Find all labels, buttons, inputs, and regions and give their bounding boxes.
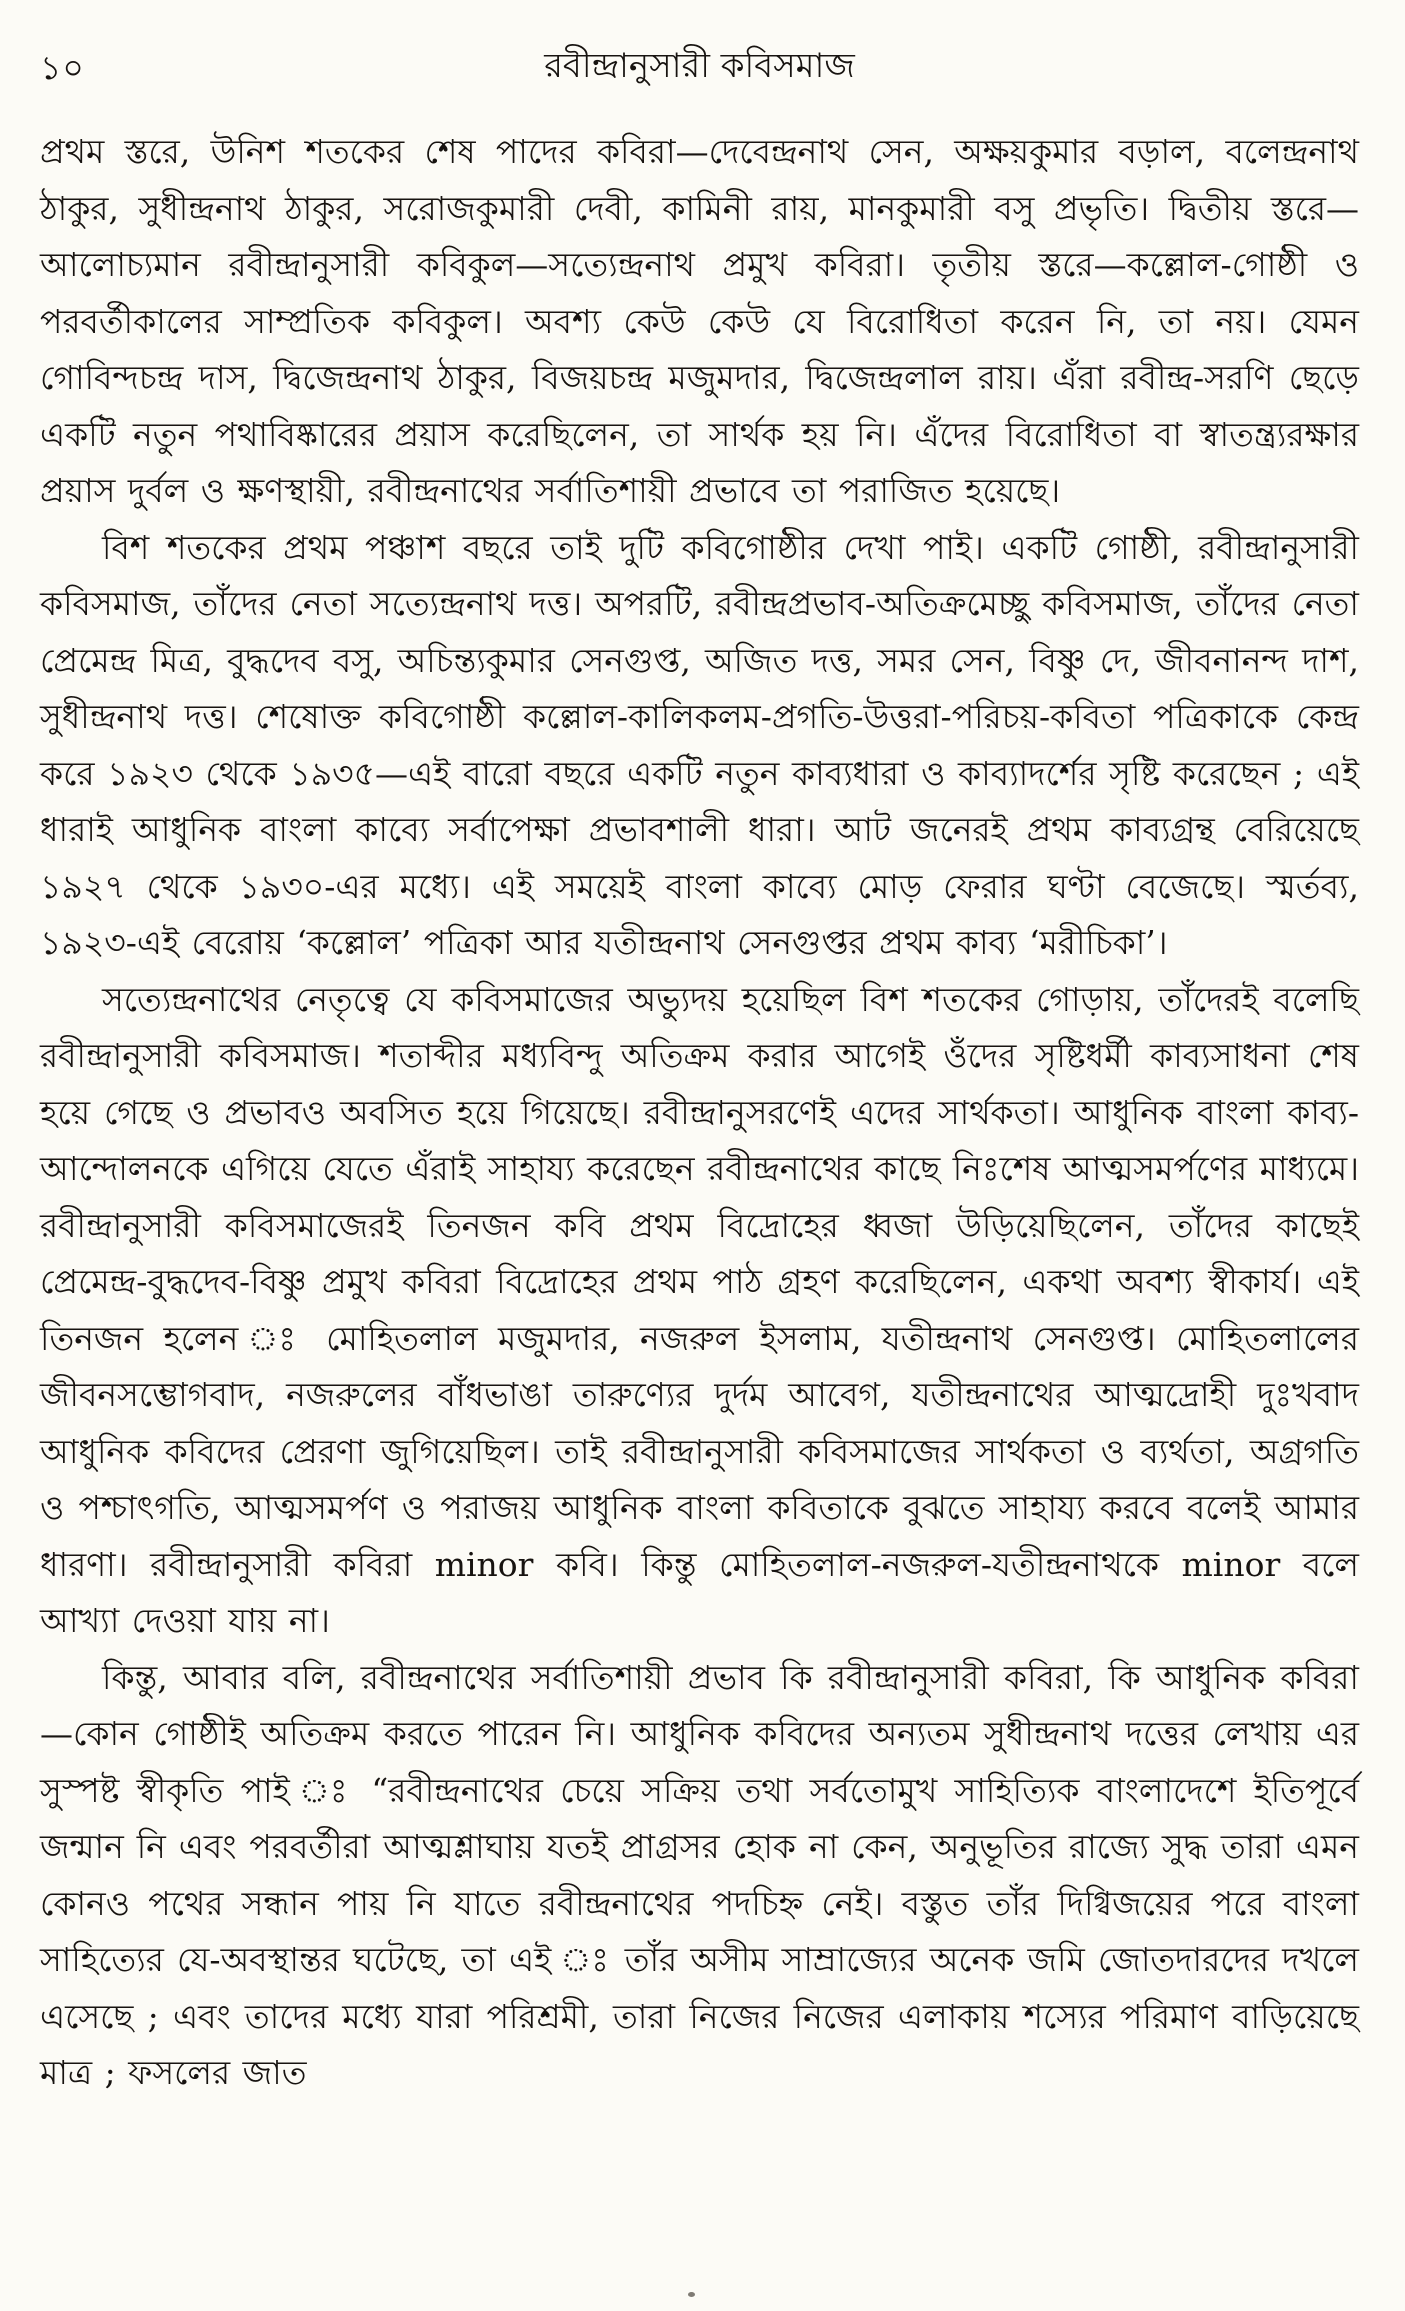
paragraph-1: প্রথম স্তরে, উনিশ শতকের শেষ পাদের কবিরা—দেবেন্দ্রনাথ সেন, অক্ষয়কুমার বড়াল, বলেন্দ্রনাথ ঠাকুর, সুধীন্দ্রনাথ ঠাকুর, সরোজকুমারী দেবী, কামিনী রায়, মানকুমারী বসু প্রভৃতি। দ্বিতীয় স্তরে—আলোচ্যমান রবীন্দ্রানুসারী কবিকুল—সত্যেন্দ্রনাথ প্রমুখ কবিরা। তৃতীয় স্তরে—কল্লোল-গোষ্ঠী ও পরবর্তীকালের সাম্প্রতিক কবিকুল। অবশ্য কেউ কেউ যে বিরোধিতা করেন নি, তা নয়। যেমন গোবিন্দচন্দ্র দাস, দ্বিজেন্দ্রনাথ ঠাকুর, বিজয়চন্দ্র মজুমদার, দ্বিজেন্দ্রলাল রায়। এঁরা রবীন্দ্র-সরণি ছেড়ে একটি নতুন পথাবিষ্কারের প্রয়াস করেছিলেন, তা সার্থক হয় নি। এঁদের বিরোধিতা বা স্বাতন্ত্র্যরক্ষার প্রয়াস দুর্বল ও ক্ষণস্থায়ী, রবীন্দ্রনাথের সর্বাতিশায়ী প্রভাবে তা পরাজিত হয়েছে।	[40, 132, 1359, 510]
scan-artifact-dot	[688, 2292, 695, 2297]
page-number: ১০	[40, 48, 85, 87]
page-header	[40, 36, 1359, 98]
paragraph-2: বিশ শতকের প্রথম পঞ্চাশ বছরে তাই দুটি কবিগোষ্ঠীর দেখা পাই। একটি গোষ্ঠী, রবীন্দ্রানুসারী কবিসমাজ, তাঁদের নেতা সত্যেন্দ্রনাথ দত্ত। অপরটি, রবীন্দ্রপ্রভাব-অতিক্রমেচ্ছু কবিসমাজ, তাঁদের নেতা প্রেমেন্দ্র মিত্র, বুদ্ধদেব বসু, অচিন্ত্যকুমার সেনগুপ্ত, অজিত দত্ত, সমর সেন, বিষ্ণু দে, জীবনানন্দ দাশ, সুধীন্দ্রনাথ দত্ত। শেষোক্ত কবিগোষ্ঠী কল্লোল-কালিকলম-প্রগতি-উত্তরা-পরিচয়-কবিতা পত্রিকাকে কেন্দ্র করে ১৯২৩ থেকে ১৯৩৫—এই বারো বছরে একটি নতুন কাব্যধারা ও কাব্যাদর্শের সৃষ্টি করেছেন ; এই ধারাই আধুনিক বাংলা কাব্যে সর্বাপেক্ষা প্রভাবশালী ধারা। আট জনেরই প্রথম কাব্যগ্রন্থ বেরিয়েছে ১৯২৭ থেকে ১৯৩০-এর মধ্যে। এই সময়েই বাংলা কাব্যে মোড় ফেরার ঘণ্টা বেজেছে। স্মর্তব্য, ১৯২৩-এই বেরোয় ‘কল্লোল’ পত্রিকা আর যতীন্দ্রনাথ সেনগুপ্তর প্রথম কাব্য ‘মরীচিকা’।	[40, 527, 1359, 962]
paragraph-4: কিন্তু, আবার বলি, রবীন্দ্রনাথের সর্বাতিশায়ী প্রভাব কি রবীন্দ্রানুসারী কবিরা, কি আধুনিক কবিরা—কোন গোষ্ঠীই অতিক্রম করতে পারেন নি। আধুনিক কবিদের অন্যতম সুধীন্দ্রনাথ দত্তের লেখায় এর সুস্পষ্ট স্বীকৃতি পাই ঃ “রবীন্দ্রনাথের চেয়ে সক্রিয় তথা সর্বতোমুখ সাহিত্যিক বাংলাদেশে ইতিপূর্বে জন্মান নি এবং পরবর্তীরা আত্মশ্লাঘায় যতই প্রাগ্রসর হোক না কেন, অনুভূতির রাজ্যে সুদ্ধ তারা এমন কোনও পথের সন্ধান পায় নি যাতে রবীন্দ্রনাথের পদচিহ্ন নেই। বস্তুত তাঁর দিগ্বিজয়ের পরে বাংলা সাহিত্যের যে-অবস্থান্তর ঘটেছে, তা এই ঃ তাঁর অসীম সাম্রাজ্যের অনেক জমি জোতদারদের দখলে এসেছে ; এবং তাদের মধ্যে যারা পরিশ্রমী, তারা নিজের নিজের এলাকায় শস্যের পরিমাণ বাড়িয়েছে মাত্র ; ফসলের জাত	[40, 1657, 1359, 2092]
paragraph-3: সত্যেন্দ্রনাথের নেতৃত্বে যে কবিসমাজের অভ্যুদয় হয়েছিল বিশ শতকের গোড়ায়, তাঁদেরই বলেছি রবীন্দ্রানুসারী কবিসমাজ। শতাব্দীর মধ্যবিন্দু অতিক্রম করার আগেই ওঁদের সৃষ্টিধর্মী কাব্যসাধনা শেষ হয়ে গেছে ও প্রভাবও অবসিত হয়ে গিয়েছে। রবীন্দ্রানুসরণেই এদের সার্থকতা। আধুনিক বাংলা কাব্য-আন্দোলনকে এগিয়ে যেতে এঁরাই সাহায্য করেছেন রবীন্দ্রনাথের কাছে নিঃশেষ আত্মসমর্পণের মাধ্যমে। রবীন্দ্রানুসারী কবিসমাজেরই তিনজন কবি প্রথম বিদ্রোহের ধ্বজা উড়িয়েছিলেন, তাঁদের কাছেই প্রেমেন্দ্র-বুদ্ধদেব-বিষ্ণু প্রমুখ কবিরা বিদ্রোহের প্রথম পাঠ গ্রহণ করেছিলেন, একথা অবশ্য স্বীকার্য। এই তিনজন হলেন ঃ মোহিতলাল মজুমদার, নজরুল ইসলাম, যতীন্দ্রনাথ সেনগুপ্ত। মোহিতলালের জীবনসম্ভোগবাদ, নজরুলের বাঁধভাঙা তারুণ্যের দুর্দম আবেগ, যতীন্দ্রনাথের আত্মদ্রোহী দুঃখবাদ আধুনিক কবিদের প্রেরণা জুগিয়েছিল। তাই রবীন্দ্রানুসারী কবিসমাজের সার্থকতা ও ব্যর্থতা, অগ্রগতি ও পশ্চাৎগতি, আত্মসমর্পণ ও পরাজয় আধুনিক বাংলা কবিতাকে বুঝতে সাহায্য করবে বলেই আমার ধারণা। রবীন্দ্রানুসারী কবিরা minor কবি। কিন্তু মোহিতলাল-নজরুল-যতীন্দ্রনাথকে minor বলে আখ্যা দেওয়া যায় না।	[40, 979, 1359, 1640]
body-text	[40, 124, 1359, 2102]
running-title: রবীন্দ্রানুসারী কবিসমাজ	[544, 46, 855, 86]
